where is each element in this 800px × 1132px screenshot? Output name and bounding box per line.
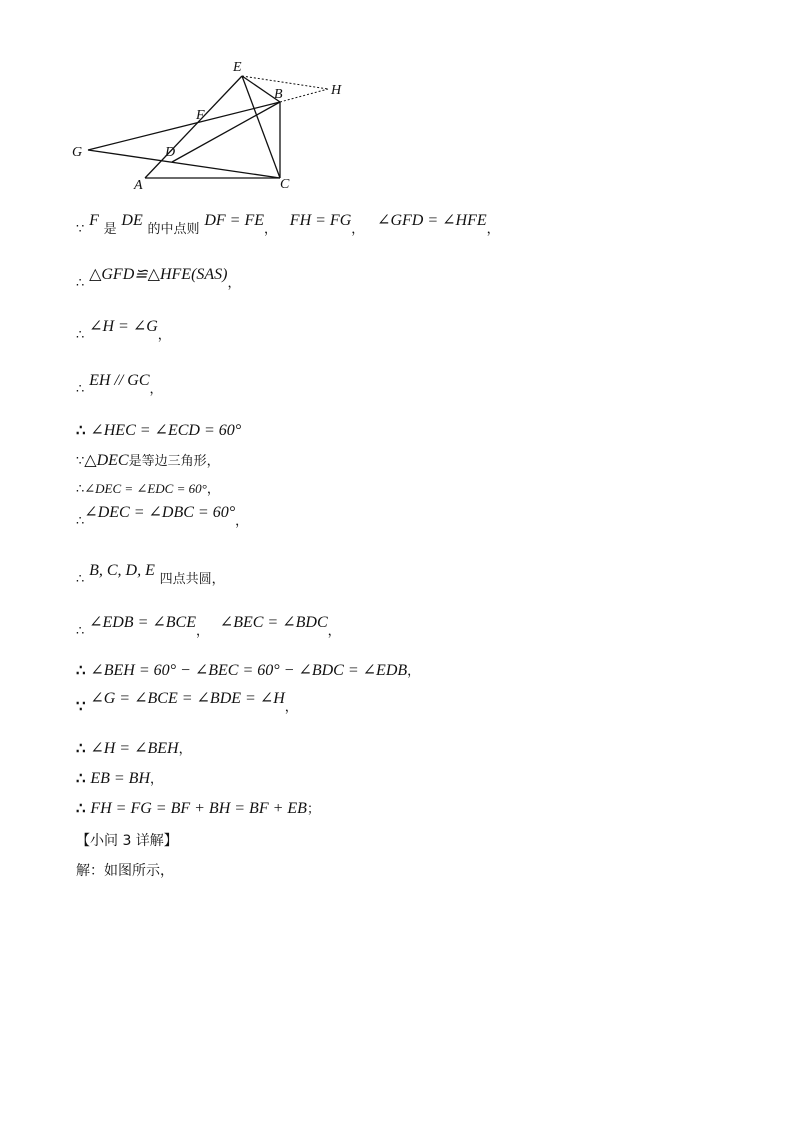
- line-10: ∴ ∠EDB = ∠BCE， ∠BEC = ∠BDC，: [76, 614, 341, 639]
- segment-gc: [88, 150, 280, 178]
- line-1: ∵ F 是 DE 的中点则 DF = FE， FH = FG， ∠GFD = ∠HFE，: [76, 212, 500, 237]
- segment-ea: [145, 76, 242, 178]
- line-11: ∴ ∠BEH = 60° − ∠BEC = 60° − ∠BDC = ∠EDB，: [76, 661, 421, 679]
- line-7: ∴∠DEC = ∠EDC = 60°，: [76, 481, 220, 497]
- line-4: ∴ EH // GC，: [76, 372, 163, 397]
- line-12: ∵ ∠G = ∠BCE = ∠BDE = ∠H，: [76, 690, 298, 715]
- line-3: ∴ ∠H = ∠G，: [76, 318, 171, 343]
- segment-gb: [88, 102, 280, 150]
- line-5: ∴ ∠HEC = ∠ECD = 60°: [76, 421, 242, 439]
- line-9: ∴ B, C, D, E 四点共圆，: [76, 562, 225, 587]
- label-g: G: [72, 145, 83, 160]
- label-c: C: [280, 177, 290, 192]
- geometry-figure: [70, 55, 360, 195]
- label-a: A: [134, 178, 143, 193]
- line-15: ∴ FH = FG = BF + BH = BF + EB；: [76, 799, 320, 817]
- label-f: F: [196, 108, 205, 123]
- label-b: B: [274, 87, 283, 102]
- label-e: E: [233, 60, 242, 75]
- line-2: ∴ △GFD≌△HFE(SAS)，: [76, 266, 241, 291]
- segment-eh-dashed: [242, 76, 328, 89]
- solution-intro: 解：如图所示，: [76, 863, 174, 879]
- segment-bh-dashed: [280, 89, 328, 102]
- label-h: H: [331, 83, 342, 98]
- line-6: ∵△DEC是等边三角形，: [76, 452, 220, 469]
- label-d: D: [165, 145, 176, 160]
- line-13: ∴ ∠H = ∠BEH，: [76, 739, 192, 757]
- line-14: ∴ EB = BH，: [76, 769, 164, 787]
- line-8: ∴∠DEC = ∠DBC = 60°，: [76, 504, 249, 529]
- section-heading: 【小问 3 详解】: [76, 833, 178, 849]
